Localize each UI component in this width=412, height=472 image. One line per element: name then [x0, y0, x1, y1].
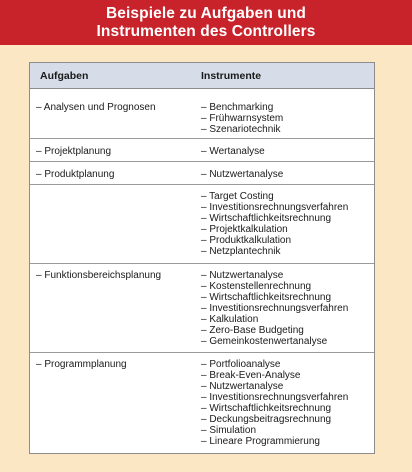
instrument-list: [201, 191, 348, 257]
header-tasks: Aufgaben: [40, 70, 89, 82]
instrument-item: – Wirtschaftlichkeitsrechnung: [201, 403, 332, 414]
instrument-item: – Benchmarking: [201, 102, 274, 113]
table-row: [30, 140, 374, 162]
instrument-item: – Lineare Programmierung: [201, 436, 320, 447]
instrument-list: [201, 169, 283, 180]
task-cell: – Programmplanung: [36, 359, 127, 370]
header-instruments: Instrumente: [201, 70, 262, 82]
instrument-item: – Simulation: [201, 425, 257, 436]
instrument-item: – Investitionsrechnungsverfahren: [201, 202, 349, 213]
table-row: [30, 265, 374, 353]
instrument-item: – Portfolioanalyse: [201, 359, 281, 370]
title-line-2: Instrumenten des Controllers: [96, 22, 316, 40]
instrument-item: – Kostenstellenrechnung: [201, 281, 312, 292]
task-cell: – Analysen und Prognosen: [36, 102, 156, 113]
table-row: [30, 354, 374, 453]
table-row: [30, 163, 374, 185]
instrument-list: [201, 102, 283, 135]
instrument-item: – Wirtschaftlichkeitsrechnung: [201, 292, 332, 303]
instrument-list: [201, 270, 348, 347]
instrument-item: – Produktkalkulation: [201, 235, 292, 246]
instrument-item: – Netzplantechnik: [201, 246, 281, 257]
instrument-item: – Frühwarnsystem: [201, 113, 284, 124]
instrument-item: – Wirtschaftlichkeitsrechnung: [201, 213, 332, 224]
instrument-item: – Nutzwertanalyse: [201, 381, 284, 392]
instrument-item: – Break-Even-Analyse: [201, 370, 301, 381]
task-cell: – Projektplanung: [36, 146, 112, 157]
title-line-1: Beispiele zu Aufgaben und: [106, 4, 306, 22]
instrument-item: – Nutzwertanalyse: [201, 270, 284, 281]
instrument-item: – Gemeinkostenwertanalyse: [201, 336, 328, 347]
table-row: [30, 186, 374, 264]
table-header-row: [30, 63, 374, 89]
instrument-item: – Wertanalyse: [201, 146, 265, 157]
instrument-item: – Investitionsrechnungsverfahren: [201, 303, 349, 314]
instrument-list: [201, 359, 348, 447]
instrument-item: – Zero-Base Budgeting: [201, 325, 304, 336]
instrument-item: – Nutzwertanalyse: [201, 169, 284, 180]
instrument-item: – Investitionsrechnungsverfahren: [201, 392, 349, 403]
table-row: [30, 89, 374, 139]
instrument-item: – Projektkalkulation: [201, 224, 288, 235]
instrument-item: – Deckungsbeitragsrechnung: [201, 414, 332, 425]
instrument-item: – Kalkulation: [201, 314, 259, 325]
instrument-list: [201, 146, 265, 157]
instrument-item: – Target Costing: [201, 191, 274, 202]
task-cell: – Funktionsbereichsplanung: [36, 270, 162, 281]
title-banner: [0, 0, 412, 45]
tasks-instruments-table: [29, 62, 375, 454]
instrument-item: – Szenariotechnik: [201, 124, 281, 135]
task-cell: – Produktplanung: [36, 169, 115, 180]
